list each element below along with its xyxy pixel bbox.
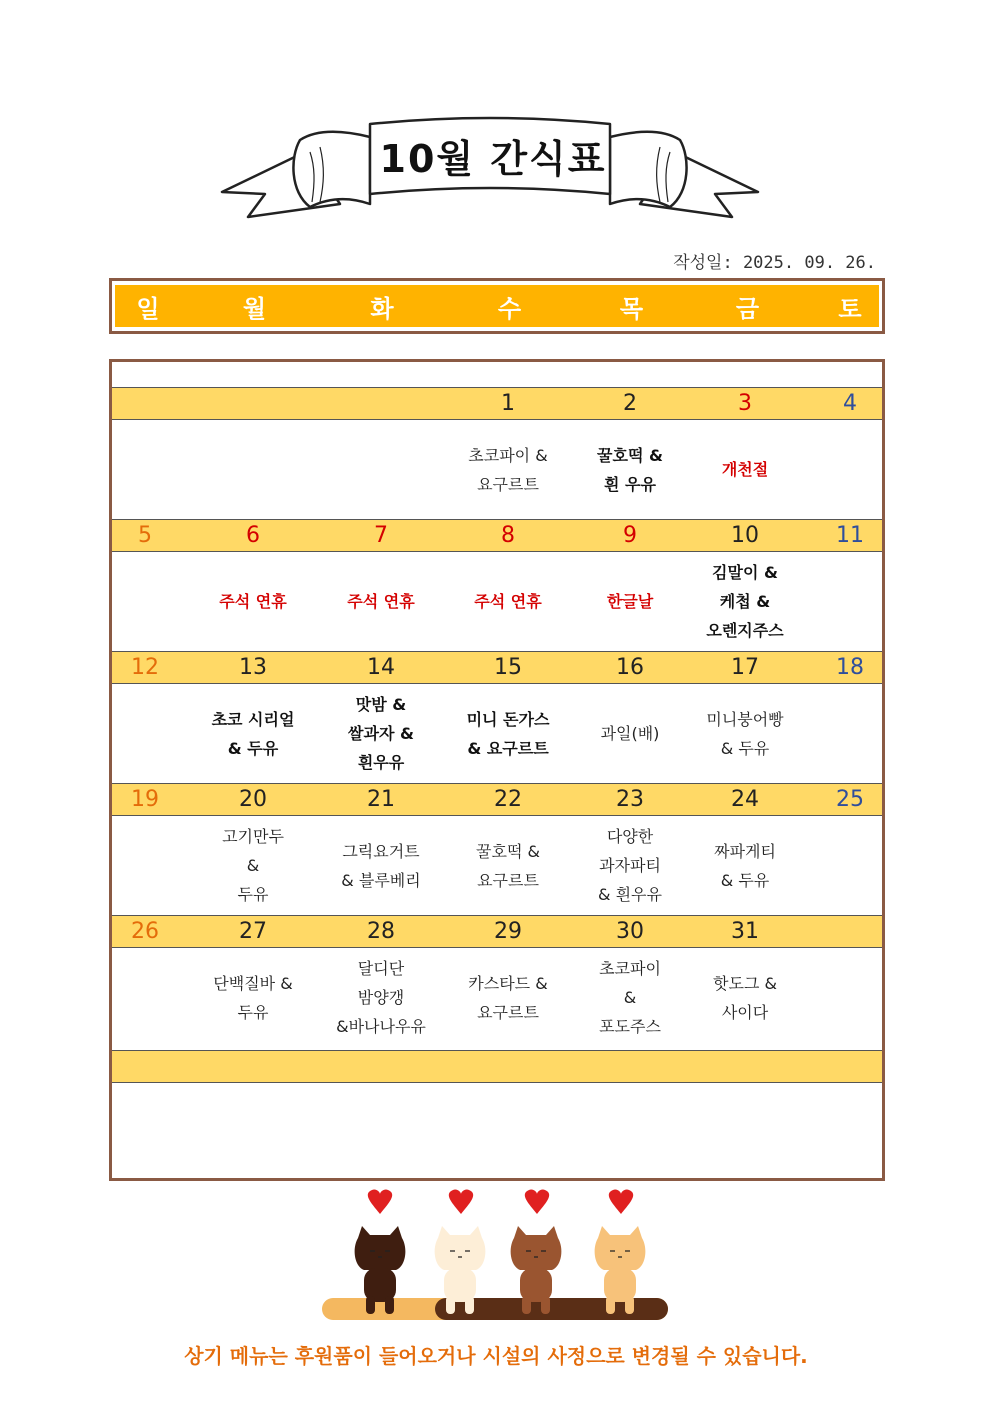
snack-calendar xyxy=(109,359,885,1181)
menu-cell: 달디단 밤양갱 &바나나우유 xyxy=(336,959,426,1036)
menu-cell: 초코 시리얼 & 두유 xyxy=(211,709,295,758)
menu-row xyxy=(112,816,882,915)
date-cell: 1 xyxy=(501,391,515,416)
menu-cell: 개천절 xyxy=(721,460,769,479)
menu-cell: 주석 연휴 xyxy=(474,592,542,611)
menu-cell: 김말이 & 케첩 & 오렌지주스 xyxy=(706,563,784,640)
footer-note: 상기 메뉴는 후원품이 들어오거나 시설의 사정으로 변경될 수 있습니다. xyxy=(184,1344,808,1368)
menu-cell: 그릭요거트 & 블루베리 xyxy=(341,841,421,890)
menu-row xyxy=(112,684,882,783)
date-row xyxy=(112,783,882,816)
date-cell: 9 xyxy=(623,523,637,548)
date-cell: 17 xyxy=(731,655,759,680)
weekday-sun: 일 xyxy=(136,294,160,323)
menu-cell: 맛밤 & 쌀과자 & 흰우유 xyxy=(348,695,414,772)
weekday-sat: 토 xyxy=(838,294,862,323)
date-cell: 20 xyxy=(239,787,267,812)
date-cell: 15 xyxy=(494,655,522,680)
date-cell: 19 xyxy=(131,787,159,812)
weekday-wed: 수 xyxy=(497,294,522,323)
date-cell: 27 xyxy=(239,919,267,944)
date-cell: 31 xyxy=(731,919,759,944)
date-cell: 18 xyxy=(836,655,864,680)
date-cell: 12 xyxy=(131,655,159,680)
menu-cell: 초코파이 & 요구르트 xyxy=(468,445,548,494)
weekday-mon: 월 xyxy=(242,294,267,323)
menu-cell: 카스타드 & 요구르트 xyxy=(468,973,548,1022)
date-cell: 10 xyxy=(731,523,759,548)
date-cell: 29 xyxy=(494,919,522,944)
menu-cell: 핫도그 & 사이다 xyxy=(713,973,777,1022)
date-cell: 26 xyxy=(131,919,159,944)
menu-cell: 짜파게티 & 두유 xyxy=(714,841,776,890)
date-cell: 25 xyxy=(836,787,864,812)
menu-cell: 주석 연휴 xyxy=(347,592,415,611)
page-title: 10월 간식표 xyxy=(379,137,607,181)
menu-cell: 단백질바 & 두유 xyxy=(213,973,293,1022)
date-cell: 3 xyxy=(738,391,752,416)
menu-cell: 과일(배) xyxy=(600,724,660,743)
date-cell: 30 xyxy=(616,919,644,944)
date-cell: 6 xyxy=(246,523,260,548)
date-cell: 28 xyxy=(367,919,395,944)
date-row xyxy=(112,387,882,420)
menu-cell: 한글날 xyxy=(606,592,654,611)
weekday-tue: 화 xyxy=(370,294,394,323)
date-cell: 4 xyxy=(843,391,857,416)
menu-cell: 미니 돈가스 & 요구르트 xyxy=(466,709,550,758)
written-date: 작성일: 2025. 09. 26. xyxy=(673,253,876,273)
date-cell: 11 xyxy=(836,523,864,548)
date-cell: 8 xyxy=(501,523,515,548)
menu-row xyxy=(112,552,882,651)
menu-cell: 초코파이 & 포도주스 xyxy=(599,959,661,1036)
menu-cell: 꿀호떡 & 요구르트 xyxy=(476,841,540,890)
date-cell: 16 xyxy=(616,655,644,680)
date-cell: 21 xyxy=(367,787,395,812)
date-cell: 7 xyxy=(374,523,388,548)
date-cell: 22 xyxy=(494,787,522,812)
menu-row xyxy=(112,420,882,519)
date-row xyxy=(112,519,882,552)
weekday-header xyxy=(109,278,885,334)
menu-row xyxy=(112,948,882,1047)
date-cell: 5 xyxy=(138,523,152,548)
menu-row xyxy=(112,1083,882,1178)
date-row xyxy=(112,915,882,948)
menu-cell: 미니붕어빵 & 두유 xyxy=(706,709,784,758)
menu-cell: 다양한 과자파티 & 흰우유 xyxy=(598,827,662,904)
date-cell: 2 xyxy=(623,391,637,416)
date-cell: 13 xyxy=(239,655,267,680)
date-cell: 24 xyxy=(731,787,759,812)
cats-illustration xyxy=(320,1188,680,1328)
date-row xyxy=(112,651,882,684)
weekday-fri: 금 xyxy=(735,294,760,323)
menu-cell: 주석 연휴 xyxy=(219,592,287,611)
menu-cell: 꿀호떡 & 흰 우유 xyxy=(597,445,663,494)
date-cell: 14 xyxy=(367,655,395,680)
weekday-thu: 목 xyxy=(619,294,644,323)
date-cell: 23 xyxy=(616,787,644,812)
date-row xyxy=(112,1050,882,1083)
menu-cell: 고기만두 & 두유 xyxy=(222,827,284,904)
